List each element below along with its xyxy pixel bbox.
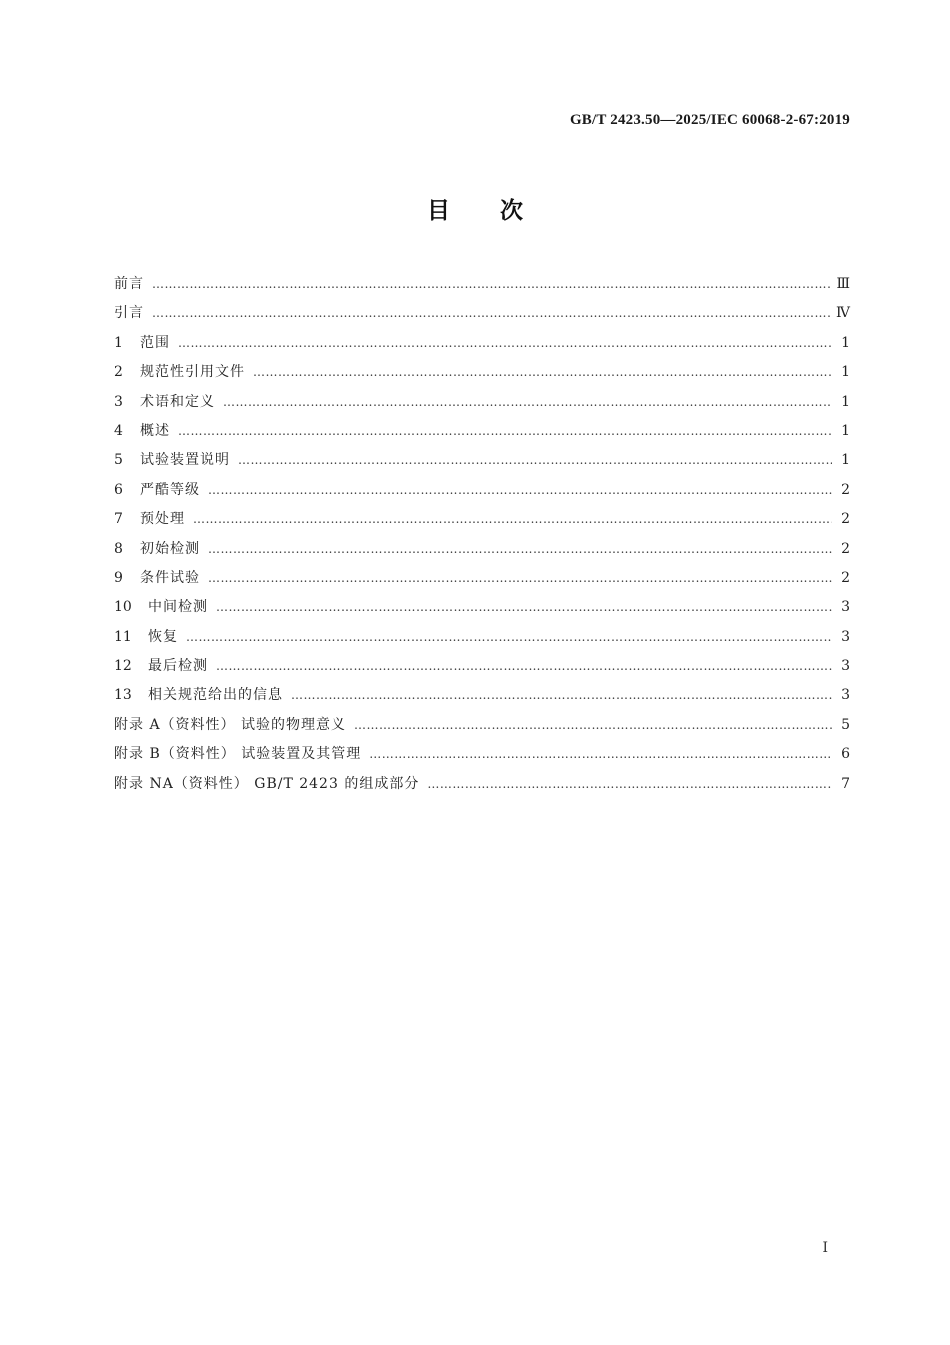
- toc-entry-number: 6: [114, 481, 123, 498]
- toc-dot-leader: [253, 358, 832, 387]
- toc-entry-number: 1: [114, 334, 123, 351]
- standard-number: GB/T 2423.50—2025/IEC 60068-2-67:2019: [569, 112, 850, 128]
- toc-dot-leader: [291, 681, 832, 710]
- page-title: 目次: [427, 198, 573, 224]
- toc-entry-number: 8: [114, 540, 123, 557]
- toc-dot-leader: [208, 564, 832, 593]
- toc-entry-label: 严酷等级: [140, 481, 200, 498]
- toc-entry[interactable]: [114, 593, 850, 622]
- toc-entry-number: 3: [114, 393, 123, 410]
- toc-dot-leader: [354, 711, 832, 740]
- toc-dot-leader: [238, 446, 832, 475]
- toc-entry-label: 条件试验: [140, 569, 200, 586]
- toc-dot-leader: [186, 623, 832, 652]
- toc-entry-label: 试验装置说明: [140, 452, 230, 469]
- toc-entry-page: 1: [841, 452, 850, 469]
- toc-entry-label: 恢复: [148, 628, 178, 645]
- toc-entry[interactable]: [114, 270, 850, 299]
- toc-entry-page: Ⅳ: [836, 305, 850, 322]
- toc-dot-leader: [152, 299, 830, 328]
- toc-entry-page: 3: [841, 628, 850, 645]
- toc-entry-number: 2: [114, 364, 123, 381]
- toc-entry-page: 1: [841, 334, 850, 351]
- toc-entry[interactable]: [114, 535, 850, 564]
- toc-entry-number: 12: [114, 658, 132, 675]
- toc-entry-label: 中间检测: [148, 599, 208, 616]
- toc-entry-page: Ⅲ: [836, 276, 850, 292]
- toc-entry-number: 10: [114, 599, 132, 616]
- toc-entry[interactable]: [114, 564, 850, 593]
- toc-entry-page: 3: [841, 658, 850, 675]
- toc-entry-label: 附录 A（资料性） 试验的物理意义: [114, 716, 347, 733]
- toc-entry-label: 附录 B（资料性） 试验装置及其管理: [114, 746, 362, 763]
- toc-entry-page: 6: [841, 746, 850, 763]
- toc-entry-page: 7: [841, 775, 850, 792]
- toc-dot-leader: [178, 329, 832, 358]
- toc-entry-label: 术语和定义: [140, 393, 215, 410]
- toc-dot-leader: [193, 505, 832, 534]
- toc-dot-leader: [178, 417, 832, 446]
- toc-entry[interactable]: [114, 505, 850, 534]
- toc-entry[interactable]: [114, 329, 850, 358]
- toc-dot-leader: [152, 270, 830, 299]
- toc-entry[interactable]: [114, 740, 850, 769]
- toc-dot-leader: [223, 388, 832, 417]
- toc-entry-number: 9: [114, 569, 123, 586]
- toc-entry-label: 引言: [114, 305, 144, 322]
- toc-entry-label: 附录 NA（资料性） GB/T 2423 的组成部分: [114, 775, 420, 792]
- toc-entry-label: 范围: [140, 334, 170, 351]
- toc-entry[interactable]: [114, 711, 850, 740]
- toc-entry-page: 2: [841, 540, 850, 557]
- toc-entry-page: 1: [841, 393, 850, 410]
- toc-entry[interactable]: [114, 623, 850, 652]
- toc-entry[interactable]: [114, 476, 850, 505]
- toc-entry-number: 7: [114, 511, 123, 528]
- toc-entry[interactable]: [114, 681, 850, 710]
- toc-entry-label: 预处理: [140, 511, 185, 528]
- toc-dot-leader: [369, 740, 832, 769]
- toc-dot-leader: [216, 652, 832, 681]
- toc-entry-page: 2: [841, 569, 850, 586]
- toc-entry-number: 13: [114, 687, 132, 704]
- toc-entry[interactable]: [114, 358, 850, 387]
- toc-entry-label: 规范性引用文件: [140, 364, 245, 381]
- page-number: I: [822, 1240, 828, 1256]
- toc-entry-label: 最后检测: [148, 658, 208, 675]
- toc-entry[interactable]: [114, 770, 850, 799]
- toc-entry[interactable]: [114, 299, 850, 328]
- toc-entry-number: 11: [114, 628, 132, 645]
- toc-dot-leader: [208, 535, 832, 564]
- toc-entry-label: 前言: [114, 276, 144, 292]
- toc-entry-label: 初始检测: [140, 540, 200, 557]
- toc-entry-page: 1: [841, 364, 850, 381]
- toc-dot-leader: [216, 593, 832, 622]
- toc-entry-label: 概述: [140, 422, 170, 439]
- toc-entry[interactable]: [114, 652, 850, 681]
- toc-entry-number: 4: [114, 422, 123, 439]
- table-of-contents: [114, 270, 850, 799]
- toc-entry-page: 2: [841, 481, 850, 498]
- toc-dot-leader: [208, 476, 832, 505]
- toc-entry-page: 2: [841, 511, 850, 528]
- toc-entry-page: 3: [841, 687, 850, 704]
- toc-entry-page: 3: [841, 599, 850, 616]
- toc-entry-number: 5: [114, 452, 123, 469]
- toc-entry-page: 1: [841, 422, 850, 439]
- toc-dot-leader: [427, 770, 832, 799]
- toc-entry[interactable]: [114, 446, 850, 475]
- toc-entry[interactable]: [114, 388, 850, 417]
- toc-entry[interactable]: [114, 417, 850, 446]
- toc-entry-label: 相关规范给出的信息: [148, 687, 283, 704]
- toc-entry-page: 5: [841, 716, 850, 733]
